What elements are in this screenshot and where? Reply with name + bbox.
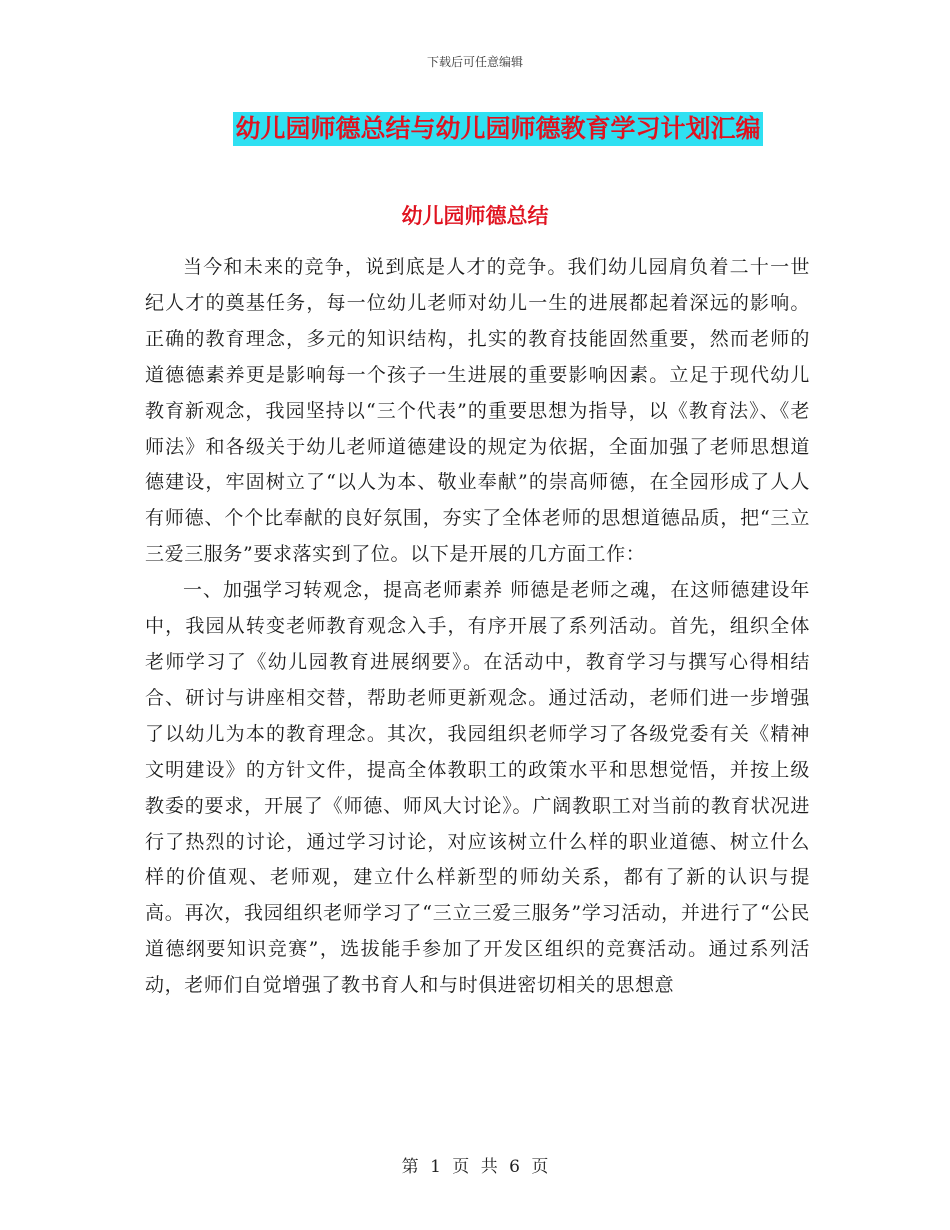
paragraph-intro: 当今和未来的竞争，说到底是人才的竞争。我们幼儿园肩负着二十一世纪人才的奠基任务，每一位幼儿老师对幼儿一生的进展都起着深远的影响。正确的教育理念，多元的知识结构，扎实的教育技能固然重要，然而老师的道德德素养更是影响每一个孩子一生进展的重要影响因素。立足于现代幼儿教育新观念，我园坚持以“三个代表”的重要思想为指导，以《教育法》、《老师法》和各级关于幼儿老师道德建设的规定为依据，全面加强了老师思想道德建设，牢固树立了“以人为本、敬业奉献”的崇高师德，在全园形成了人人有师德、个个比奉献的良好氛围，夯实了全体老师的思想道德品质，把“三立三爱三服务”要求落实到了位。以下是开展的几方面工作： bbox=[145, 256, 810, 566]
section-title: 幼儿园师德总结 bbox=[401, 203, 549, 228]
document-title-wrapper bbox=[0, 112, 950, 146]
page-number: 第 1 页 共 6 页 bbox=[401, 1157, 549, 1177]
paragraph-section-one: 一、加强学习转观念，提高老师素养 师德是老师之魂，在这师德建设年中，我园从转变老师教育观念入手，有序开展了系列活动。首先，组织全体老师学习了《幼儿园教育进展纲要》。在活动中，教育学习与撰写心得相结合、研讨与讲座相交替，帮助老师更新观念。通过活动，老师们进一步增强了以幼儿为本的教育理念。其次，我园组织老师学习了各级党委有关《精神文明建设》的方针文件，提高全体教职工的政策水平和思想觉悟，并按上级教委的要求，开展了《师德、师风大讨论》。广阔教职工对当前的教育状况进行了热烈的讨论，通过学习讨论，对应该树立什么样的职业道德、树立什么样的价值观、老师观，建立什么样新型的师幼关系，都有了新的认识与提高。再次，我园组织老师学习了“三立三爱三服务”学习活动，并进行了“公民道德纲要知识竞赛”，选拔能手参加了开发区组织的竞赛活动。通过系列活动，老师们自觉增强了教书育人和与时俱进密切相关的思想意 bbox=[145, 579, 810, 997]
document-title: 幼儿园师德总结与幼儿园师德教育学习计划汇编 bbox=[233, 112, 762, 146]
header-note: 下载后可任意编辑 bbox=[426, 55, 523, 69]
body-text bbox=[145, 250, 810, 1004]
